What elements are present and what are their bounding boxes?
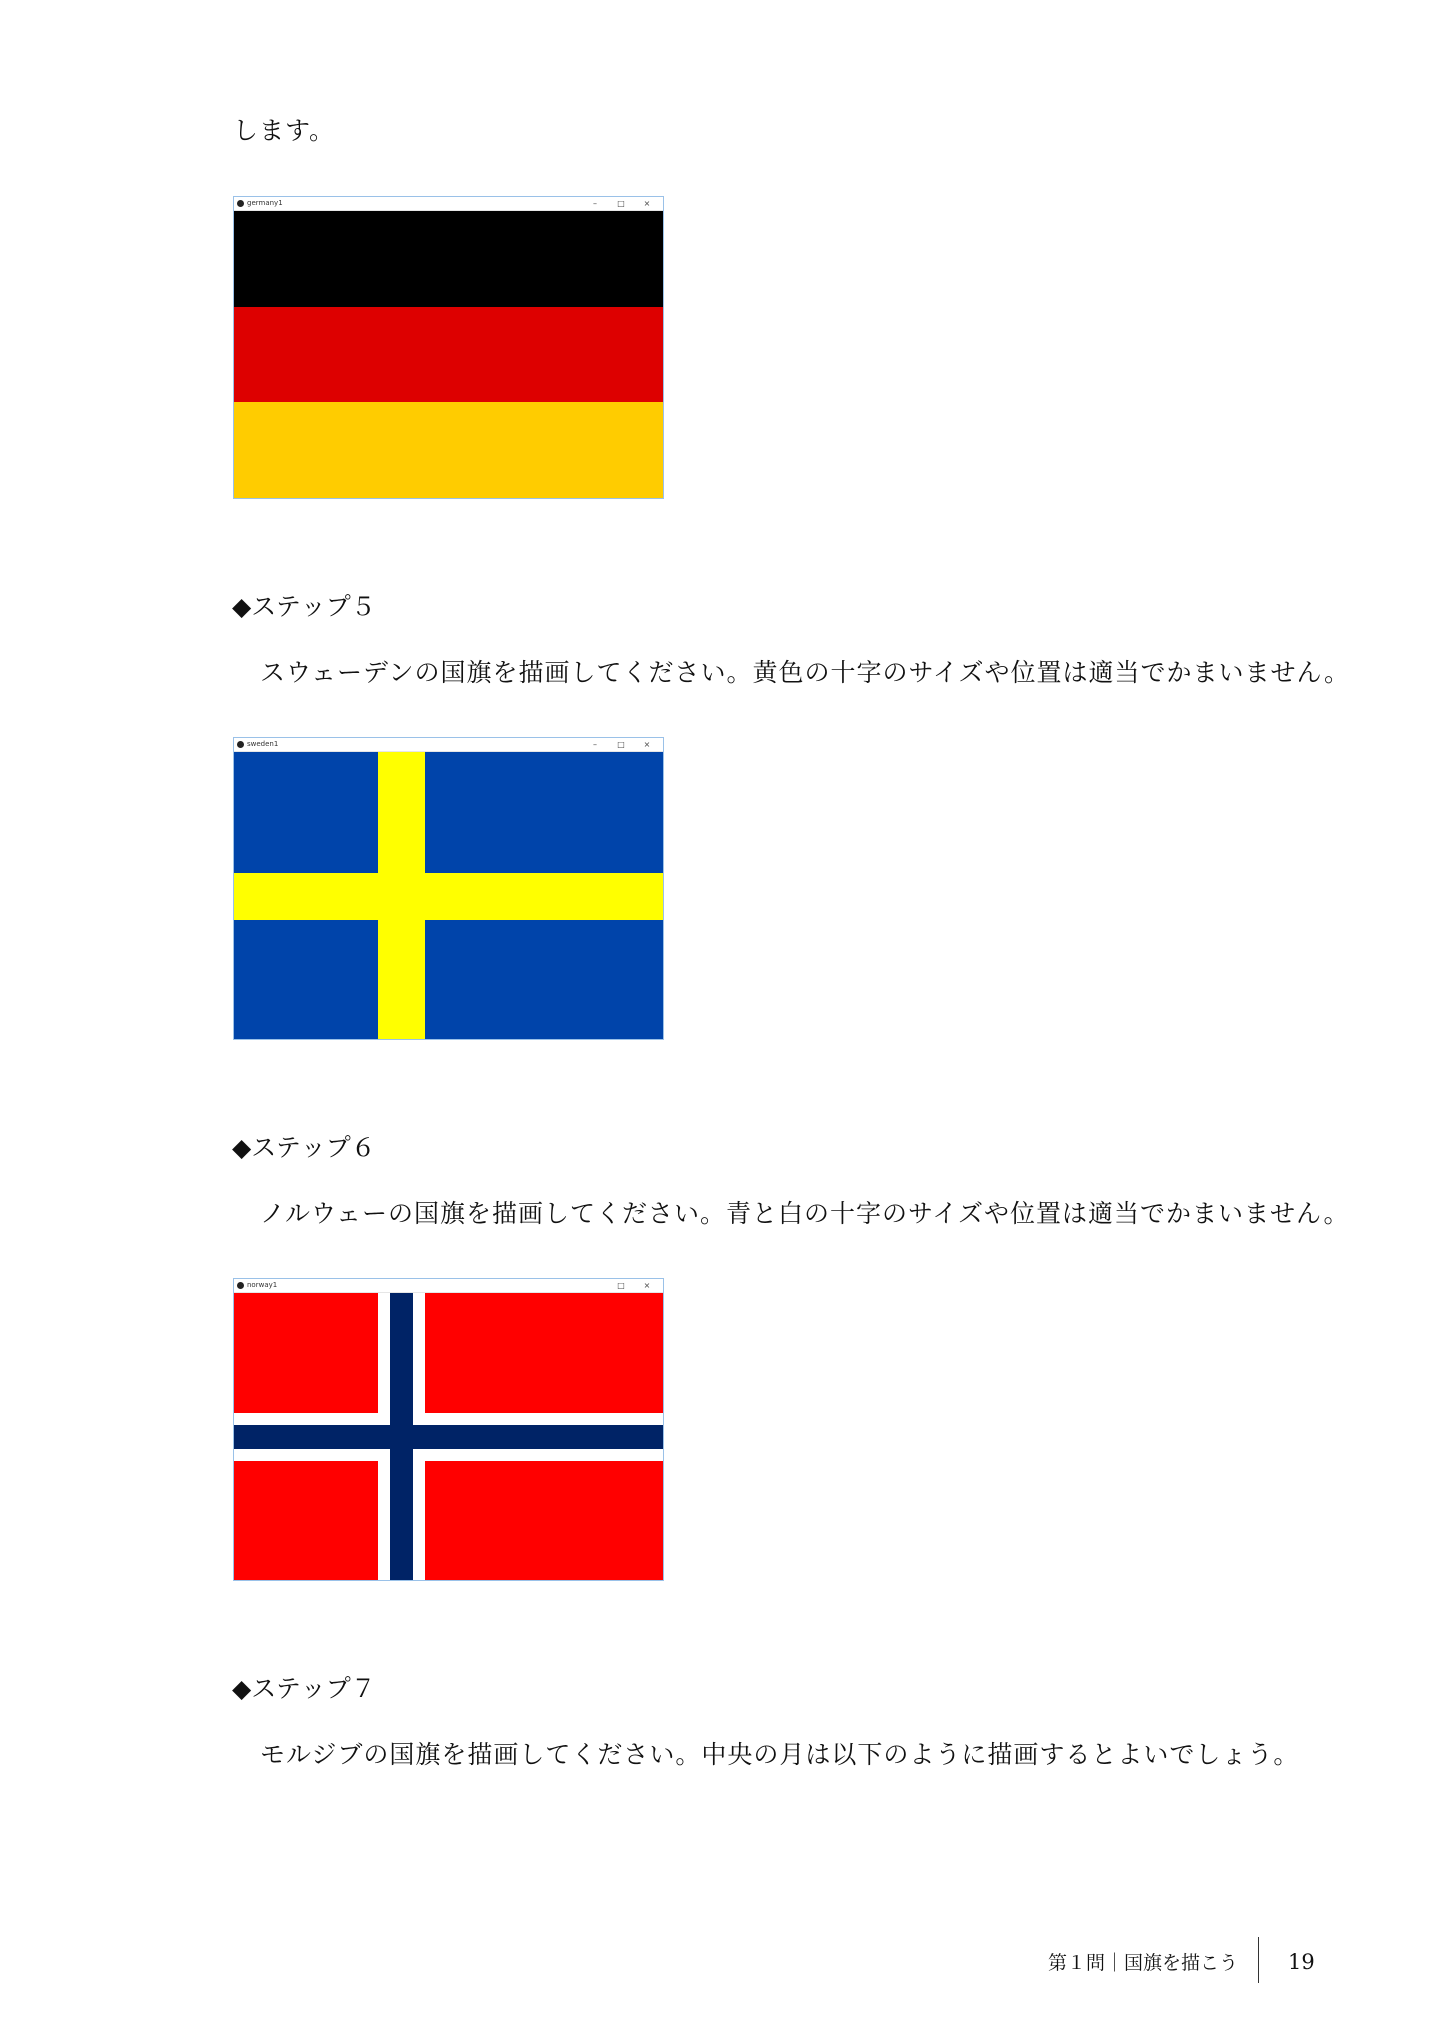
close-icon[interactable]: × — [643, 740, 651, 749]
window-titlebar — [234, 1279, 663, 1293]
flag-stripe-red — [234, 307, 663, 403]
norway-window-screenshot — [233, 1278, 664, 1581]
chapter-footer: 第１問｜国旗を描こう — [1048, 1952, 1239, 1974]
step5-heading: ◆ステップ５ — [232, 592, 376, 621]
step6-text: ノルウェーの国旗を描画してください。青と白の十字のサイズや位置は適当でかまいません。 — [260, 1199, 1350, 1228]
minimize-icon[interactable]: – — [593, 199, 597, 208]
window-titlebar — [234, 738, 663, 752]
step7-heading: ◆ステップ７ — [232, 1674, 376, 1703]
intro-text: します。 — [233, 116, 336, 145]
app-icon — [237, 1282, 244, 1289]
sweden-window-screenshot — [233, 737, 664, 1040]
germany-window-screenshot — [233, 196, 664, 499]
maximize-icon[interactable]: □ — [617, 1281, 625, 1290]
close-icon[interactable]: × — [643, 199, 651, 208]
sweden-flag — [234, 752, 663, 1039]
app-icon — [237, 741, 244, 748]
window-title: norway1 — [247, 1281, 278, 1289]
close-icon[interactable]: × — [643, 1281, 651, 1290]
step7-text: モルジブの国旗を描画してください。中央の月は以下のように描画するとよいでしょう。 — [260, 1740, 1300, 1769]
app-icon — [237, 200, 244, 207]
blue-cross-horizontal — [234, 1425, 663, 1449]
norway-flag — [234, 1293, 663, 1580]
maximize-icon[interactable]: □ — [617, 199, 625, 208]
minimize-icon[interactable]: – — [593, 740, 597, 749]
step6-heading: ◆ステップ６ — [232, 1133, 376, 1162]
flag-stripe-black — [234, 211, 663, 307]
step5-text: スウェーデンの国旗を描画してください。黄色の十字のサイズや位置は適当でかまいません。 — [260, 658, 1351, 687]
maximize-icon[interactable]: □ — [617, 740, 625, 749]
cross-horizontal-bar — [234, 873, 663, 920]
germany-flag — [234, 211, 663, 498]
window-title: germany1 — [247, 199, 283, 207]
page-number: 19 — [1288, 1950, 1315, 1974]
flag-stripe-gold — [234, 402, 663, 498]
window-title: sweden1 — [247, 740, 279, 748]
footer-divider — [1258, 1937, 1259, 1983]
window-titlebar — [234, 197, 663, 211]
